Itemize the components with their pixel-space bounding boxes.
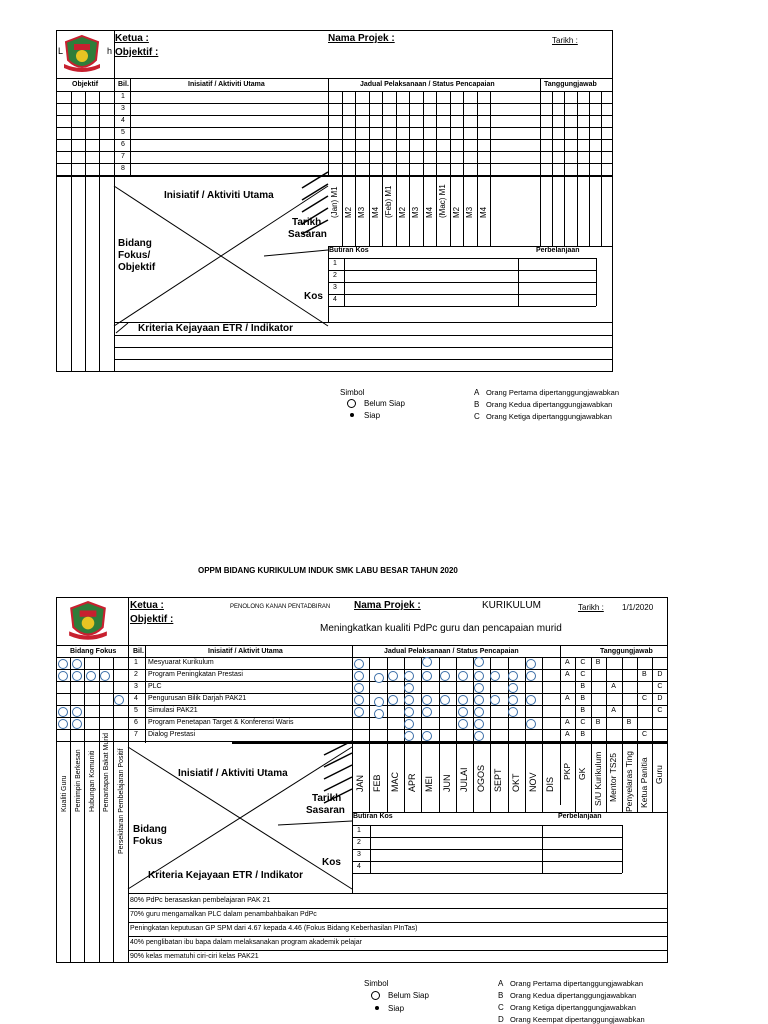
status-circle-icon	[458, 719, 468, 729]
responsibility-code: A	[611, 707, 616, 714]
diag-kos: Kos	[304, 291, 323, 302]
status-circle-icon	[374, 697, 384, 707]
status-circle-icon	[72, 719, 82, 729]
status-circle-icon	[490, 671, 500, 681]
month-label: M3	[465, 206, 474, 218]
month-label: M4	[424, 206, 434, 218]
diag-objektif: Objektif	[118, 262, 156, 273]
kos-line	[328, 258, 596, 259]
status-circle-icon	[374, 709, 384, 719]
bidang-fokus-label: Pemantapan Bakat Murid	[103, 733, 110, 812]
perbelanjaan: Perbelanjaan	[536, 247, 580, 254]
criteria-line	[128, 922, 668, 923]
kos-number: 3	[333, 284, 337, 291]
legend-key: B	[474, 400, 480, 409]
status-circle-icon	[474, 657, 484, 667]
status-circle-icon	[354, 659, 364, 669]
status-circle-icon	[72, 671, 82, 681]
bidang-fokus-label: Persekitaran Pembelajaran Positif	[118, 748, 125, 854]
status-circle-icon	[388, 671, 398, 681]
responsibility-code: C	[580, 671, 586, 678]
status-circle-icon	[404, 695, 414, 705]
person-label: Guru	[654, 765, 665, 784]
criteria-line	[128, 908, 668, 909]
status-circle-icon	[474, 671, 484, 681]
legend-value: Orang Pertama dipertanggungjawabkan	[486, 388, 620, 397]
activity-name: Dialog Prestasi	[148, 731, 196, 738]
legend2-siap: Siap	[388, 1004, 405, 1013]
responsibility-code: B	[580, 707, 586, 714]
kos-line	[352, 849, 622, 850]
status-circle-icon	[72, 659, 82, 669]
status-circle-icon	[526, 695, 536, 705]
kos-line	[328, 270, 596, 271]
legend2-belum-siap: Belum Siap	[388, 991, 429, 1000]
row-line	[56, 681, 668, 682]
month-label: APR	[406, 773, 417, 792]
objektif-label: Objektif :	[115, 47, 159, 58]
diag-fokus: Fokus/	[118, 250, 151, 261]
row-line	[56, 139, 613, 140]
kos-number: 2	[333, 272, 337, 279]
responsibility-code: C	[657, 683, 663, 690]
person-label: Ketua Panitia	[639, 757, 649, 808]
responsibility-code: A	[611, 683, 616, 690]
status-circle-icon	[114, 695, 124, 705]
status-circle-icon	[388, 695, 398, 705]
status-circle-icon	[422, 695, 432, 705]
kos-number: 4	[333, 296, 337, 303]
row-line	[56, 669, 668, 670]
kos-line	[352, 825, 622, 826]
legend1-simbol: Simbol	[340, 388, 365, 397]
perbelanjaan: Perbelanjaan	[558, 813, 602, 820]
status-circle-icon	[58, 671, 68, 681]
kos-divider	[622, 825, 623, 873]
status-circle-icon	[404, 707, 414, 717]
row-line	[56, 717, 668, 718]
month-label: MAC	[389, 772, 400, 792]
status-circle-icon	[354, 683, 364, 693]
status-circle-icon	[404, 671, 414, 681]
row-line	[56, 127, 613, 128]
activity-number: 5	[134, 707, 138, 714]
status-circle-icon	[508, 683, 518, 693]
month-label: JUN	[441, 774, 452, 792]
legend-value: Orang Ketiga dipertanggungjawabkan	[510, 1003, 636, 1012]
legend-value: Orang Kedua dipertanggungjawabkan	[510, 991, 637, 1000]
kos-line	[352, 861, 622, 862]
activity-number: 1	[134, 659, 138, 666]
kos-number: 1	[357, 827, 361, 834]
status-circle-icon	[526, 671, 536, 681]
row-line	[56, 103, 613, 104]
responsibility-code: C	[642, 695, 648, 702]
col-bil: Bil.	[118, 81, 129, 88]
tarikh-label: Tarikh :	[552, 36, 578, 45]
status-circle-icon	[474, 683, 484, 693]
row-number: 3	[121, 105, 125, 112]
legend-key: A	[498, 979, 504, 988]
kos-divider	[518, 258, 519, 306]
status-circle-icon	[100, 671, 110, 681]
month-label: JULAI	[458, 767, 469, 792]
legend-key: D	[498, 1015, 504, 1024]
row-line	[56, 163, 613, 164]
bidang-fokus-label: Hubungan Komuniti	[89, 750, 96, 812]
responsibility-code: D	[657, 671, 663, 678]
activity-name: Mesyuarat Kurikulum	[148, 659, 214, 666]
status-circle-icon	[458, 695, 468, 705]
status-circle-icon	[354, 671, 364, 681]
person-label: PKP	[562, 762, 572, 780]
diag-sasaran: Sasaran	[288, 229, 327, 240]
legend-key: C	[474, 412, 480, 421]
nama-projek-label: Nama Projek :	[328, 33, 395, 44]
status-circle-icon	[422, 657, 432, 667]
row-line	[56, 151, 613, 152]
responsibility-code: A	[565, 719, 570, 726]
kos-divider	[344, 258, 345, 306]
activity-number: 7	[134, 731, 138, 738]
responsibility-code: C	[657, 707, 663, 714]
legend-key: C	[498, 1003, 504, 1012]
col-tanggungjawab: Tanggungjawab	[544, 81, 597, 88]
criteria-item: 90% kelas mematuhi ciri-ciri kelas PAK21	[130, 953, 259, 960]
status-circle-icon	[474, 695, 484, 705]
month-label: OGOS	[476, 764, 487, 792]
month-label: M2	[397, 206, 407, 218]
status-circle-icon	[526, 719, 536, 729]
month-label: SEPT	[493, 768, 504, 792]
status-circle-icon	[404, 683, 414, 693]
responsibility-code: B	[626, 719, 632, 726]
person-label: Mentor TS25	[608, 753, 619, 802]
diag-fokus: Fokus	[133, 836, 163, 847]
status-circle-icon	[58, 707, 68, 717]
status-circle-icon	[474, 731, 484, 741]
criteria-item: 70% guru mengamalkan PLC dalam penambahbaikan PdPc	[130, 911, 317, 918]
ketua-label: Ketua :	[130, 600, 164, 611]
kos-divider	[596, 258, 597, 306]
status-circle-icon	[374, 673, 384, 683]
kos-number: 2	[357, 839, 361, 846]
status-circle-icon	[508, 695, 518, 705]
kos-line	[328, 306, 596, 307]
responsibility-code: B	[595, 659, 601, 666]
status-circle-icon	[458, 707, 468, 717]
status-circle-icon	[526, 659, 536, 669]
col-inisiatif: Inisiatif / Aktiviti Utama	[188, 81, 265, 88]
month-label: MEI	[424, 775, 435, 792]
activity-number: 3	[134, 683, 138, 690]
kos-number: 3	[357, 851, 361, 858]
month-label: NOV	[528, 772, 538, 792]
status-circle-icon	[490, 695, 500, 705]
form2-heading: OPPM BIDANG KURIKULUM INDUK SMK LABU BESAR TAHUN 2020	[198, 566, 458, 575]
row-number: 5	[121, 129, 125, 136]
legend-value: Orang Kedua dipertanggungjawabkan	[486, 400, 613, 409]
responsibility-code: C	[580, 659, 586, 666]
kos-line	[328, 282, 596, 283]
open-circle-icon	[371, 991, 380, 1000]
ketua-value: PENOLONG KANAN PENTADBIRAN	[230, 604, 331, 610]
row-number: 7	[121, 153, 125, 160]
row-line	[56, 115, 613, 116]
criteria-line	[128, 950, 668, 951]
status-circle-icon	[422, 671, 432, 681]
status-circle-icon	[508, 671, 518, 681]
activity-name: Program Peningkatan Prestasi	[148, 671, 243, 678]
month-label: OKT	[510, 773, 521, 792]
diag-tarikh: Tarikh	[312, 793, 342, 804]
responsibility-code: A	[565, 659, 570, 666]
responsibility-code: A	[565, 731, 570, 738]
person-label: Penyelaras Ting	[623, 751, 634, 812]
filled-dot-icon	[375, 1006, 379, 1010]
month-label: (Jan) M1	[330, 186, 339, 218]
tarikh-label: Tarikh :	[578, 603, 604, 612]
kos-number: 1	[333, 260, 337, 267]
status-circle-icon	[404, 731, 414, 741]
status-circle-icon	[58, 719, 68, 729]
diag-sasaran: Sasaran	[306, 805, 345, 816]
criteria-line	[128, 936, 668, 937]
kos-line	[328, 294, 596, 295]
row-number: 4	[121, 117, 125, 124]
ketua-label: Ketua :	[115, 33, 149, 44]
diag-kriteria: Kriteria Kejayaan ETR / Indikator	[148, 870, 304, 881]
left-h: h	[107, 46, 113, 56]
diag-kriteria: Kriteria Kejayaan ETR / Indikator	[138, 323, 294, 334]
responsibility-code: B	[595, 719, 601, 726]
status-circle-icon	[440, 695, 450, 705]
legend-key: B	[498, 991, 504, 1000]
open-circle-icon	[347, 399, 356, 408]
diag-bidang: Bidang	[118, 238, 152, 249]
month-label: M4	[370, 206, 380, 218]
kos-number: 4	[357, 863, 361, 870]
school-crest-icon	[66, 600, 110, 644]
kos-line	[352, 837, 622, 838]
diag-tarikh: Tarikh	[292, 217, 322, 228]
month-label: DIS	[545, 776, 556, 792]
legend-value: Orang Ketiga dipertanggungjawabkan	[486, 412, 612, 421]
status-circle-icon	[354, 695, 364, 705]
person-label: GK	[577, 767, 588, 780]
month-label: M2	[343, 206, 353, 218]
kos-divider	[370, 825, 371, 873]
month-label: JAN	[355, 774, 365, 792]
legend-key: A	[474, 388, 480, 397]
row-number: 8	[121, 165, 125, 172]
month-label: M3	[357, 206, 366, 218]
status-circle-icon	[58, 659, 68, 669]
criteria-item: 80% PdPc berasaskan pembelajaran PAK 21	[130, 897, 271, 904]
responsibility-code: C	[580, 719, 586, 726]
col-bidang-fokus: Bidang Fokus	[70, 648, 117, 655]
month-label: (Feb) M1	[384, 185, 393, 218]
activity-name: Pengurusan Bilik Darjah PAK21	[148, 695, 247, 702]
status-circle-icon	[86, 671, 96, 681]
col-jadual: Jadual Pelaksanaan / Status Pencapaian	[384, 648, 519, 655]
month-label: M2	[451, 206, 461, 218]
status-circle-icon	[440, 671, 450, 681]
status-circle-icon	[354, 707, 364, 717]
row-line	[56, 693, 668, 694]
kos-line	[352, 873, 622, 874]
objective-text: Meningkatkan kualiti PdPc guru dan pencapaian murid	[320, 623, 562, 634]
objektif-label: Objektif :	[130, 614, 174, 625]
tarikh-value: 1/1/2020	[622, 603, 654, 612]
col-inisiatif: Inisiatif / Aktivit Utama	[208, 648, 283, 655]
status-circle-icon	[474, 719, 484, 729]
responsibility-code: A	[565, 671, 570, 678]
month-label: (Mac) M1	[438, 184, 447, 218]
status-circle-icon	[458, 671, 468, 681]
diag-inisiatif: Inisiatif / Aktiviti Utama	[178, 768, 288, 779]
status-circle-icon	[474, 707, 484, 717]
kos-divider	[542, 825, 543, 873]
status-circle-icon	[422, 731, 432, 741]
col-bil: Bil.	[133, 648, 144, 655]
activity-number: 4	[134, 695, 138, 702]
responsibility-code: A	[565, 695, 570, 702]
responsibility-code: B	[642, 671, 647, 678]
butiran-kos: Butiran Kos	[353, 813, 393, 820]
activity-name: Simulasi PAK21	[148, 707, 198, 714]
col-jadual: Jadual Pelaksanaan / Status Pencapaian	[360, 81, 495, 88]
status-circle-icon	[508, 707, 518, 717]
activity-number: 6	[134, 719, 138, 726]
person-label: S/U Kurikulum	[592, 751, 603, 806]
month-label: M4	[478, 206, 488, 218]
row-number: 6	[121, 141, 125, 148]
nama-projek-label: Nama Projek :	[354, 600, 421, 611]
responsibility-code: D	[657, 695, 663, 702]
form1-kriteria-slash	[114, 322, 134, 334]
school-crest-icon	[62, 34, 102, 76]
activity-name: Program Penetapan Target & Konferensi Waris	[148, 719, 294, 726]
filled-dot-icon	[350, 413, 354, 417]
bidang-fokus-label: Pemimpin Berkesan	[75, 749, 82, 812]
activity-name: PLC	[148, 683, 162, 690]
col-tanggungjawab: Tanggungjawab	[600, 648, 653, 655]
diag-kos: Kos	[322, 857, 341, 868]
bidang-fokus-label: Kualiti Guru	[61, 775, 68, 812]
row-line	[56, 705, 668, 706]
row-line	[56, 729, 668, 730]
diag-bidang: Bidang	[133, 824, 167, 835]
criteria-item: Peningkatan keputusan GP SPM dari 4.67 kepada 4.46 (Fokus Bidang Keberhasilan PInTas)	[130, 925, 418, 932]
nama-projek-value: KURIKULUM	[482, 600, 541, 611]
status-circle-icon	[422, 707, 432, 717]
diag-inisiatif: Inisiatif / Aktiviti Utama	[164, 190, 274, 201]
row-number: 1	[121, 93, 125, 100]
left-L: L	[58, 46, 64, 56]
status-circle-icon	[72, 707, 82, 717]
month-label: M3	[411, 206, 420, 218]
legend1-belum-siap: Belum Siap	[364, 399, 405, 408]
responsibility-code: B	[580, 731, 586, 738]
legend1-siap: Siap	[364, 411, 381, 420]
criteria-item: 40% penglibatan ibu bapa dalam melaksanakan program akademik pelajar	[130, 939, 362, 946]
month-label: FEB	[372, 774, 383, 792]
responsibility-code: B	[580, 695, 586, 702]
legend2-simbol: Simbol	[364, 979, 389, 988]
butiran-kos: Butiran Kos	[329, 247, 369, 254]
col-objektif: Objektif	[72, 81, 99, 88]
responsibility-code: C	[642, 731, 648, 738]
activity-number: 2	[134, 671, 138, 678]
legend-value: Orang Pertama dipertanggungjawabkan	[510, 979, 644, 988]
legend-value: Orang Keempat dipertanggungjawabkan	[510, 1015, 645, 1024]
responsibility-code: B	[580, 683, 586, 690]
status-circle-icon	[404, 719, 414, 729]
